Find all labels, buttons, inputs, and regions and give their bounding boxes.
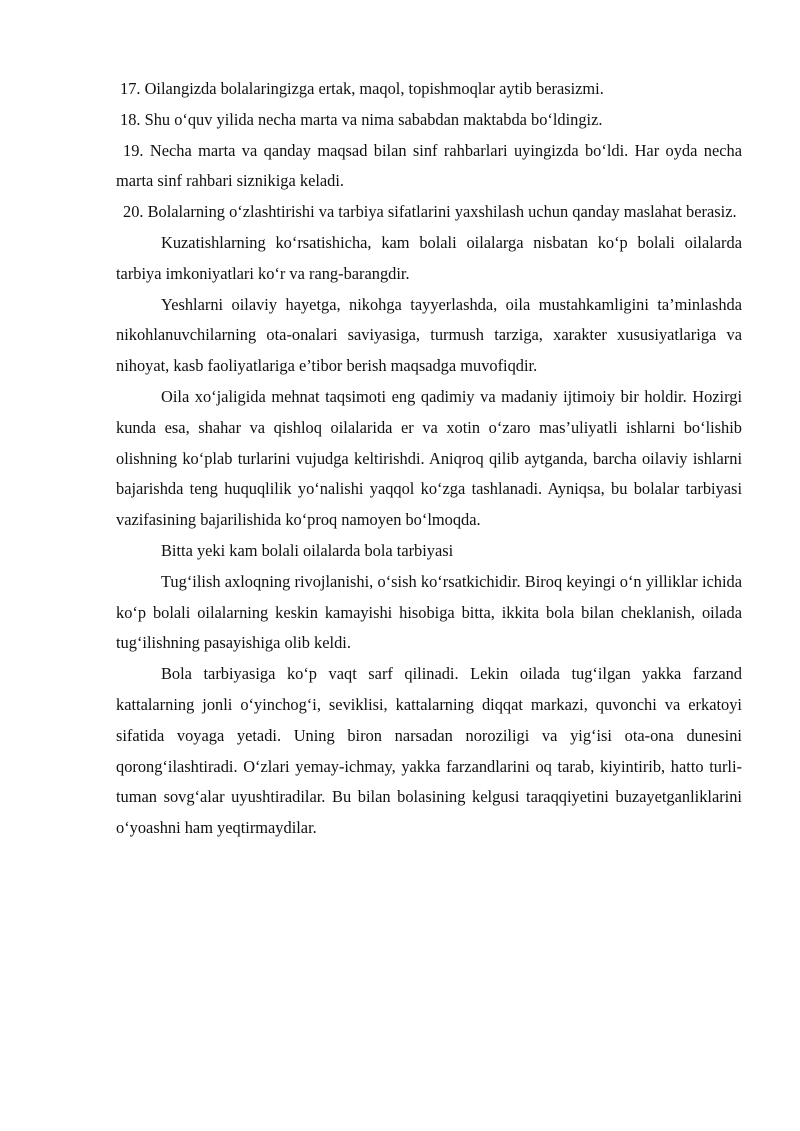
paragraph-youth-preparation: Yeshlarni oilaviy hayetga, nikohga tayyerlashda, oila mustahkamligini ta’minlashda nikohlanuvchilarning ota-onalari saviyasiga, turmush tarziga, xarakter xususiyatlariga va nihoyat, kasb faoliyatlariga e’tibor berish maqsadga muvofiqdir. <box>116 294 742 376</box>
paragraph-birth-rate: Tug‘ilish axloqning rivojlanishi, o‘sish ko‘rsatkichidir. Biroq keyingi o‘n yilliklar ichida ko‘p bolali oilalarning keskin kamayishi hisobiga bitta, ikkita bola bilan cheklanish, oilada tug‘ilishning pasayishiga olib keldi. <box>116 571 742 653</box>
question-19: 19. Necha marta va qanday maqsad bilan sinf rahbarlari uyingizda bo‘ldi. Har oyda necha marta sinf rahbari siznikiga keladi. <box>116 140 742 191</box>
paragraph-observations: Kuzatishlarning ko‘rsatishicha, kam bolali oilalarga nisbatan ko‘p bolali oilalarda tarbiya imkoniyatlari ko‘r va rang-barangdir. <box>116 232 742 283</box>
question-18: 18. Shu o‘quv yilida necha marta va nima sababdan maktabda bo‘ldingiz. <box>120 109 603 129</box>
section-heading: Bitta yeki kam bolali oilalarda bola tarbiyasi <box>161 540 454 560</box>
paragraph-household-labor: Oila xo‘jaligida mehnat taqsimoti eng qadimiy va madaniy ijtimoiy bir holdir. Hozirgi kunda esa, shahar va qishloq oilalarida er va xotin o‘zaro mas’uliyatli ishlarni bo‘lishib olishning ko‘plab turlarini vujudga keltirishdi. Aniqroq qilib aytganda, barcha oilaviy ishlarni bajarishda teng huquqlilik yo‘nalishi yaqqol ko‘zga tashlanadi. Ayniqsa, bu bolalar tarbiyasi vazifasining bajarilishida ko‘proq namoyen bo‘lmoqda. <box>116 386 742 530</box>
question-20: 20. Bolalarning o‘zlashtirishi va tarbiya sifatlarini yaxshilash uchun qanday maslahat berasiz. <box>123 202 737 222</box>
document-body <box>116 74 742 844</box>
paragraph-only-child: Bola tarbiyasiga ko‘p vaqt sarf qilinadi. Lekin oilada tug‘ilgan yakka farzand kattalarning jonli o‘yinchog‘i, seviklisi, kattalarning diqqat markazi, quvonchi va erkatoyi sifatida voyaga yetadi. Uning biron narsadan noroziligi va yig‘isi ota-ona dunesini qorong‘ilashtiradi. O‘zlari yemay-ichmay, yakka farzandlarini oq tarab, kiyintirib, hatto turli-tuman sovg‘alar uyushtiradilar. Bu bilan bolasining kelgusi taraqqiyetini buzayetganliklarini o‘yoashni ham yeqtirmaydilar. <box>116 664 742 838</box>
question-17: 17. Oilangizda bolalaringizga ertak, maqol, topishmoqlar aytib berasizmi. <box>120 79 604 98</box>
